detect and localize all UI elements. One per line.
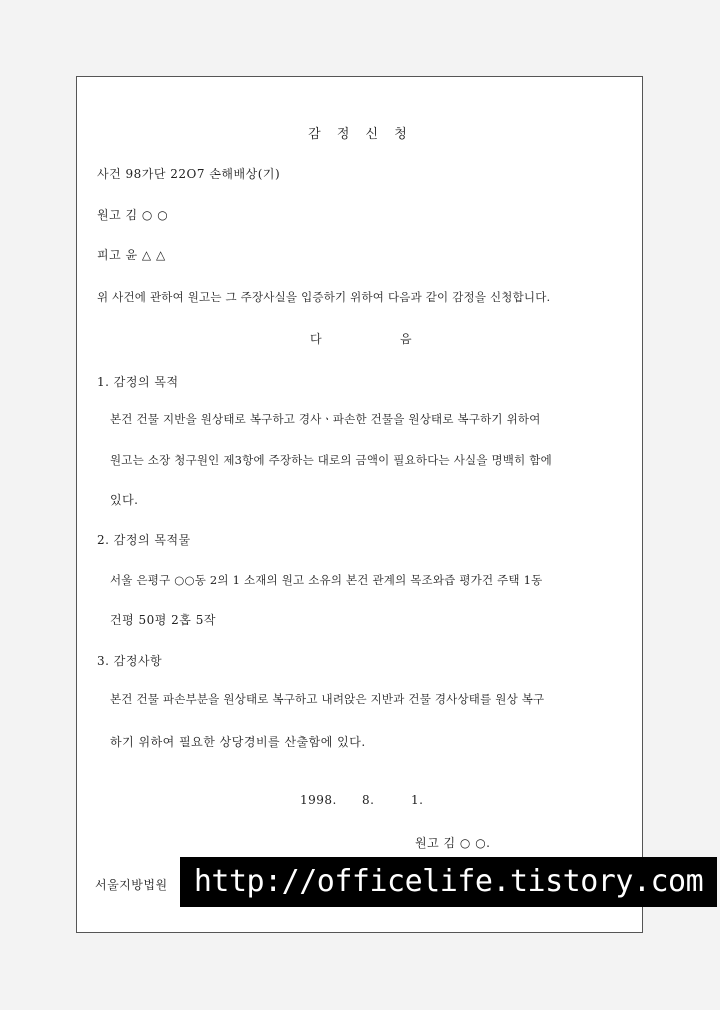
section1-line3: 있다.	[110, 493, 139, 507]
intro-paragraph: 위 사건에 관하여 원고는 그 주장사실을 입증하기 위하여 다음과 같이 감정을 신청합니다.	[97, 290, 551, 304]
watermark-banner: http://officelife.tistory.com	[180, 857, 717, 907]
section2-line2: 건평 50평 2홉 5작	[110, 613, 216, 627]
date-day: 1.	[411, 793, 424, 807]
signature-line: 원고 김 ○ ○.	[415, 836, 491, 850]
document-title: 감 정 신 청	[308, 127, 413, 142]
document-page	[76, 76, 643, 933]
defendant-line: 피고 윤 △ △	[97, 248, 166, 262]
section1-line1: 본건 건물 지반을 원상태로 복구하고 경사ㆍ파손한 건물을 원상태로 복구하기 위하여	[110, 412, 541, 426]
date-year: 1998.	[300, 793, 337, 807]
section1-title: 1. 감정의 목적	[97, 375, 179, 389]
section2-title: 2. 감정의 목적물	[97, 533, 191, 547]
plaintiff-line: 원고 김 ○ ○	[97, 208, 169, 222]
heading-left: 다	[310, 332, 323, 346]
case-line: 사건 98가단 22О7 손해배상(기)	[97, 167, 281, 181]
section3-title: 3. 감정사항	[97, 654, 163, 668]
court-name: 서울지방법원	[95, 878, 168, 892]
section3-line2: 하기 위하여 필요한 상당경비를 산출함에 있다.	[110, 735, 366, 749]
date-month: 8.	[362, 793, 375, 807]
section1-line2: 원고는 소장 청구원인 제3항에 주장하는 대로의 금액이 필요하다는 사실을 명백히 함에	[110, 453, 552, 467]
section3-line1: 본건 건물 파손부분을 원상태로 복구하고 내려앉은 지반과 건물 경사상태를 원상 복구	[110, 692, 545, 706]
heading-right: 음	[400, 332, 413, 346]
section2-line1: 서울 은평구 ○○동 2의 1 소재의 원고 소유의 본건 관계의 목조와즙 평가건 주택 1동	[110, 573, 543, 587]
